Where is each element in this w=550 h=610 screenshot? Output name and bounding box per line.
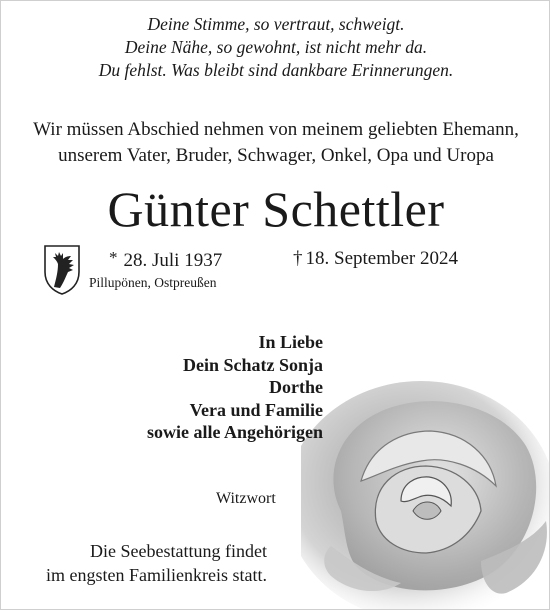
birth-date (109, 248, 222, 272)
mourner-line: In Liebe (258, 332, 323, 352)
note-line: im engsten Familienkreis statt. (46, 565, 267, 585)
mourner-line: Vera und Familie (189, 399, 323, 420)
town: Witzwort (216, 490, 276, 507)
rose-image (301, 361, 550, 610)
birth-place: Pillupönen, Ostpreußen (89, 275, 217, 290)
birth-date-text: 28. Juli 1937 (123, 250, 223, 271)
poem-line: Du fehlst. Was bleibt sind dankbare Erinnerungen. (98, 60, 454, 80)
intro-line: unserem Vater, Bruder, Schwager, Onkel, Opa und Uropa (58, 145, 494, 166)
coat-of-arms-icon (43, 244, 81, 296)
deceased-name: Günter Schettler (107, 181, 445, 237)
mourner-line: sowie alle Angehörigen (147, 422, 323, 442)
burial-note (1, 539, 267, 587)
mourner-line: Dorthe (269, 377, 323, 397)
note-line: Die Seebestattung findet (90, 541, 267, 561)
mourner-line: Dein Schatz Sonja (182, 354, 323, 375)
poem-line: Deine Nähe, so gewohnt, ist nicht mehr da. (124, 37, 428, 57)
death-date (293, 248, 458, 270)
intro-line: Wir müssen Abschied nehmen von meinem geliebten Ehemann, (33, 119, 519, 140)
poem-line: Deine Stimme, so vertraut, schweigt. (147, 14, 405, 34)
poem (1, 13, 550, 82)
intro-text (1, 117, 550, 169)
death-cross-symbol: † (293, 248, 303, 269)
death-date-text: 18. September 2024 (305, 248, 459, 269)
birth-symbol: * (109, 248, 118, 267)
mourners-list (1, 331, 323, 444)
